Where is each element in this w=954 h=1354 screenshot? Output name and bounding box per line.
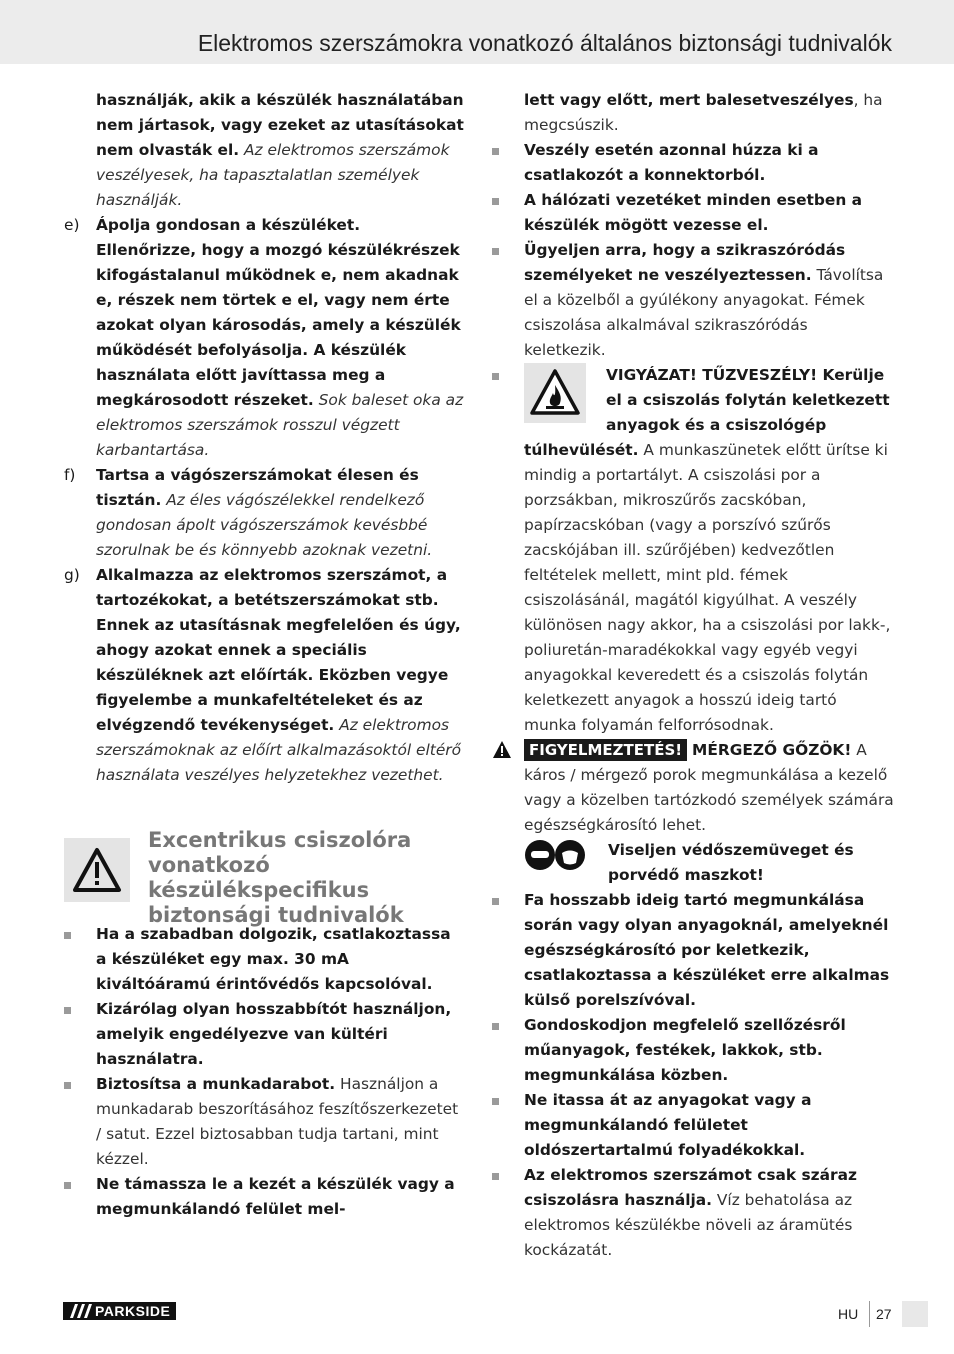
bullet-square-icon xyxy=(492,373,499,380)
bullet-item xyxy=(64,1172,464,1222)
warning-triangle-icon xyxy=(492,738,516,768)
bullet-item xyxy=(64,922,464,997)
section-heading xyxy=(64,828,464,927)
ppe-paragraph xyxy=(492,838,894,888)
bold-text: Az elektromos szerszámot csak száraz csiszolásra használja. xyxy=(524,1166,857,1209)
item-label: e) xyxy=(64,216,80,234)
italic-text: Az elektromos szerszámoknak az előírt alkalmazásoktól eltérő használata veszélyes helyzetekhez vezethet. xyxy=(96,716,462,784)
bold-text: Ügyeljen arra, hogy a szikraszóródás személyeket ne veszélyeztessen. xyxy=(524,241,846,284)
normal-text: A káros / mérgező porok megmunkálása a kezelő vagy a közelben tartózkodó személyek számára egészségkárosító lehet. xyxy=(524,741,894,834)
right-column xyxy=(492,88,894,1263)
bold-text: Ha a szabadban dolgozik, csatlakoztassa a készüléket egy max. 30 mA kiváltóáramú érintővédős kapcsolóval. xyxy=(96,925,451,993)
item-f xyxy=(64,463,464,563)
italic-text: Sok baleset oka az elektromos szerszámok rosszul végzett karbantartása. xyxy=(96,391,464,459)
bullet-square-icon xyxy=(492,1098,499,1105)
warning-paragraph xyxy=(492,738,894,838)
bold-text: Ne itassa át az anyagokat vagy a megmunkálandó felületet oldószertartalmú folyadékokkal. xyxy=(524,1091,812,1159)
italic-text: Az elektromos szerszámok veszélyesek, ha tapasztalatlan személyek használják. xyxy=(96,141,450,209)
bullet-square-icon xyxy=(64,1082,71,1089)
bold-text: Biztosítsa a munkadarabot. xyxy=(96,1075,336,1093)
footer-tab xyxy=(902,1301,928,1327)
bold-text: lett vagy előtt, mert balesetveszélyes xyxy=(524,91,854,109)
fire-hazard-icon xyxy=(524,363,586,423)
brand-logo xyxy=(63,1302,176,1320)
bullet-item xyxy=(64,997,464,1072)
bold-text: Kizárólag olyan hosszabbítót használjon, amelyik engedélyezve van kültéri használatra. xyxy=(96,1000,452,1068)
warning-triangle-icon xyxy=(64,838,130,902)
bullet-item xyxy=(492,888,894,1013)
bold-text: Ne támassza le a kezét a készülék vagy a megmunkálandó felület mel- xyxy=(96,1175,455,1218)
bullet-square-icon xyxy=(64,1182,71,1189)
bold-text: Gondoskodjon megfelelő szellőzésről műanyagok, festékek, lakkok, stb. megmunkálása közben. xyxy=(524,1016,846,1084)
bold-text: Tartsa a vágószerszámokat élesen és tisztán. xyxy=(96,466,419,509)
bold-text: Ápolja gondosan a készüléket. Ellenőrizze, hogy a mozgó készülékrészek kifogástalanul működnek e, nem akadnak e, részek nem törtek e el, vagy nem érte azokat olyan károsodás, amely a készülék működését befolyásolja. A készülék használata előtt javíttassa meg a megkárosodott részeket. xyxy=(96,216,461,409)
bold-text: Fa hosszabb ideig tartó megmunkálása során vagy olyan anyagoknál, amelyeknél egészségkárosító por keletkezik, csatlakoztassa a készüléket erre alkalmas külső porelszívóval. xyxy=(524,891,890,1009)
section-title: Excentrikus csiszolóra vonatkozó készülékspecifikus biztonsági tudnivalók xyxy=(148,828,412,927)
paragraph-continued xyxy=(64,88,464,213)
bullet-square-icon xyxy=(492,898,499,905)
bullet-item-fire-warning xyxy=(492,363,894,738)
bold-text: VIGYÁZAT! TŰZVESZÉLY! Kerülje el a csiszolás folytán keletkezett anyagok és a csiszológép túlhevülését. xyxy=(524,366,890,459)
paragraph-continued xyxy=(492,88,894,138)
normal-text: A munkaszünetek előtt ürítse ki mindig a portartályt. A csiszolási por a porzsákban, mikroszűrős zacskóban, papírzacskóban (vagy a porszívó szűrős zacskójában ill. szűrőjében) kedvezőtlen feltételek mellett, mint pld. fémek csiszolásánál, magától kigyúlhat. A veszély különösen nagy akkor, ha a csiszolási por lakk-, poliuretán-maradékokkal vagy egyéb vegyi anyagokkal keveredett és a csiszolás folytán keletkezett anyagok a hosszú ideig tartó munka folyamán felforrósodnak. xyxy=(524,441,891,734)
footer-divider xyxy=(869,1301,870,1327)
normal-text: Víz behatolása az elektromos készülékbe növeli az áramütés kockázatát. xyxy=(524,1191,853,1259)
page-number: 27 xyxy=(876,1306,892,1322)
normal-text: Távolítsa el a közelből a gyúlékony anyagokat. Fémek csiszolása alkalmával szikraszóródás keletkezik. xyxy=(524,266,884,359)
bullet-item xyxy=(492,1088,894,1163)
item-label: g) xyxy=(64,566,80,584)
left-column xyxy=(64,88,464,1222)
bold-text: MÉRGEZŐ GŐZÖK! xyxy=(692,741,852,759)
bullet-item xyxy=(492,138,894,188)
bullet-item xyxy=(64,1072,464,1172)
bold-text: Viseljen védőszemüveget és porvédő maszkot! xyxy=(608,841,854,884)
bullet-square-icon xyxy=(492,1023,499,1030)
bullet-square-icon xyxy=(492,198,499,205)
bullet-square-icon xyxy=(64,1007,71,1014)
bold-text: használják, akik a készülék használatában nem jártasok, vagy ezeket az utasításokat nem olvasták el. xyxy=(96,91,464,159)
bullet-square-icon xyxy=(492,248,499,255)
bullet-square-icon xyxy=(64,932,71,939)
bold-text: A hálózati vezetéket minden esetben a készülék mögött vezesse el. xyxy=(524,191,863,234)
bold-text: Alkalmazza az elektromos szerszámot, a tartozékokat, a betétszerszámokat stb. Ennek az utasításnak megfelelően és úgy, ahogy azokat ennek a speciális készüléknek azt előírták. Eközben vegye figyelembe a munkafeltételeket és az elvégzendő tevékenységet. xyxy=(96,566,461,734)
item-e xyxy=(64,213,464,463)
normal-text: , ha megcsúszik. xyxy=(524,91,883,134)
bullet-item xyxy=(492,238,894,363)
bullet-square-icon xyxy=(492,148,499,155)
italic-text: Az éles vágószélekkel rendelkező gondosan ápolt vágószerszámok kevésbbé szorulnak be és könnyebb azoknak vezetni. xyxy=(96,491,433,559)
warning-badge: FIGYELMEZTETÉS! xyxy=(524,739,687,761)
safety-goggles-mask-icon xyxy=(524,838,586,872)
bullet-item xyxy=(492,1163,894,1263)
language-code: HU xyxy=(838,1306,859,1322)
page-title: Elektromos szerszámokra vonatkozó általános biztonsági tudnivalók xyxy=(197,30,892,56)
bold-text: Veszély esetén azonnal húzza ki a csatlakozót a konnektorból. xyxy=(524,141,819,184)
bullet-item xyxy=(492,188,894,238)
item-label: f) xyxy=(64,466,76,484)
item-g xyxy=(64,563,464,788)
brand-name: PARKSIDE xyxy=(95,1303,171,1319)
bullet-square-icon xyxy=(492,1173,499,1180)
normal-text: Használjon a munkadarab beszorításához feszítőszerkezetet / satut. Ezzel biztosabban tudja tartani, mint kézzel. xyxy=(96,1075,459,1168)
bullet-item xyxy=(492,1013,894,1088)
page-header xyxy=(0,0,954,64)
